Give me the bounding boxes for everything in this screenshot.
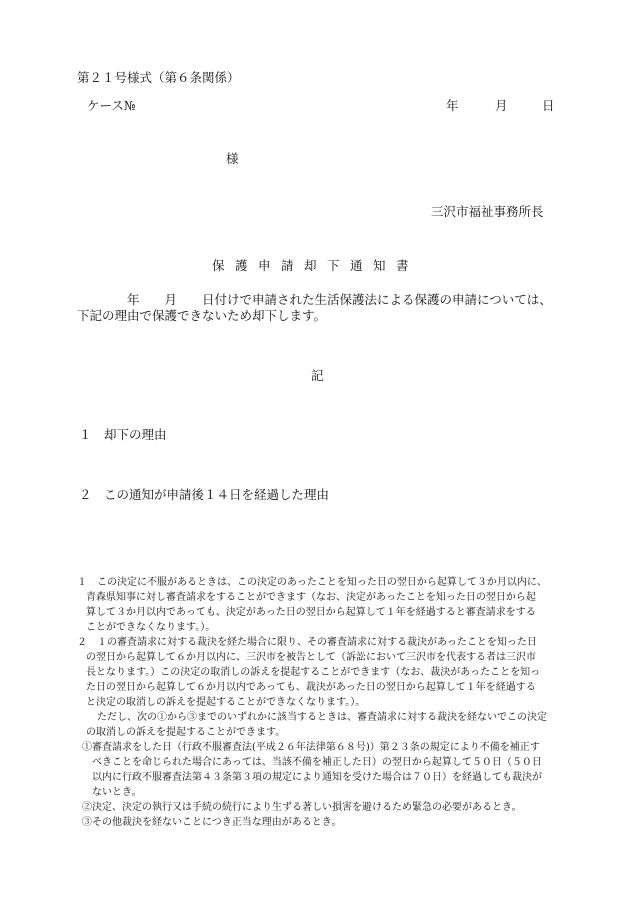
date-year-label: 年 bbox=[446, 98, 459, 113]
note-1-line-4: ことができなくなります。）。 bbox=[86, 622, 216, 633]
rejection-reason-heading: １ 却下の理由 bbox=[79, 427, 167, 442]
condition-1-line-1: ①審査請求をした日（行政不服審査法(平成２６年法律第６８号)）第２３条の規定により不備を補正す bbox=[82, 742, 540, 753]
condition-1-line-2: べきことを命じられた場合にあっては、当該不備を補正した日）の翌日から起算して５０日（５０日 bbox=[92, 757, 542, 768]
note-2-line-3: 長となります。）この決定の取消しの訴えを提起することができます（なお、裁決があったことを知っ bbox=[86, 667, 541, 678]
document-title: 保護申請却下通知書 bbox=[212, 258, 420, 273]
intro-line-1: 年 月 日付けで申請された生活保護法による保護の申請については、 bbox=[127, 292, 552, 307]
note-2-line-4: た日の翌日から起算して６か月以内であっても、裁決があった日の翌日から起算して１年を経過する bbox=[86, 682, 536, 693]
note-1-line-1: １ この決定に不服があるときは、この決定のあったことを知った日の翌日から起算して３か月以内に、 bbox=[77, 577, 547, 588]
addressee-honorific: 様 bbox=[226, 151, 239, 166]
intro-paragraph bbox=[77, 292, 557, 324]
condition-1-line-4: ないとき。 bbox=[92, 787, 142, 798]
note-2-line-5: と決定の取消しの訴えを提起することができなくなります。）。 bbox=[86, 697, 366, 708]
note-1-line-3: 算して３か月以内であっても、決定があった日の翌日から起算して１年を経過すると審査請求をする bbox=[86, 607, 536, 618]
appeal-notes bbox=[77, 575, 557, 830]
note-2-line-1: ２ １の審査請求に対する裁決を経た場合に限り、その審査請求に対する裁決があったことを知った日 bbox=[77, 637, 537, 648]
condition-1-line-3: 以内に行政不服審査法第４３条第３項の規定により通知を受けた場合は７０日）を経過しても裁決が bbox=[92, 772, 542, 783]
date-month-label: 月 bbox=[495, 98, 508, 113]
note-1-line-2: 青森県知事に対し審査請求をすることができます（なお、決定があったことを知った日の翌日から起 bbox=[86, 592, 536, 603]
sender-name: 三沢市福祉事務所長 bbox=[431, 204, 544, 219]
intro-line-2: 下記の理由で保護できないため却下します。 bbox=[77, 308, 327, 323]
form-number: 第２１号様式（第６条関係） bbox=[77, 70, 240, 85]
delay-reason-heading: ２ この通知が申請後１４日を経過した理由 bbox=[79, 487, 330, 502]
case-number-label: ケース№ bbox=[87, 98, 136, 113]
note-2-line-7: の取消しの訴えを提起することができます。 bbox=[86, 727, 286, 738]
condition-2: ②決定、決定の執行又は手続の続行により生ずる著しい損害を避けるため緊急の必要があるとき。 bbox=[82, 802, 522, 813]
note-2-line-2: の翌日から起算して６か月以内に、三沢市を被告として（訴訟において三沢市を代表する者は三沢市 bbox=[86, 652, 536, 663]
note-2-line-6: ただし、次の①から③までのいずれかに該当するときは、審査請求に対する裁決を経ないでこの決定 bbox=[97, 712, 547, 723]
condition-3: ③その他裁決を経ないことにつき正当な理由があるとき。 bbox=[82, 817, 342, 828]
date-day-label: 日 bbox=[542, 98, 555, 113]
ki-heading: 記 bbox=[311, 368, 324, 383]
